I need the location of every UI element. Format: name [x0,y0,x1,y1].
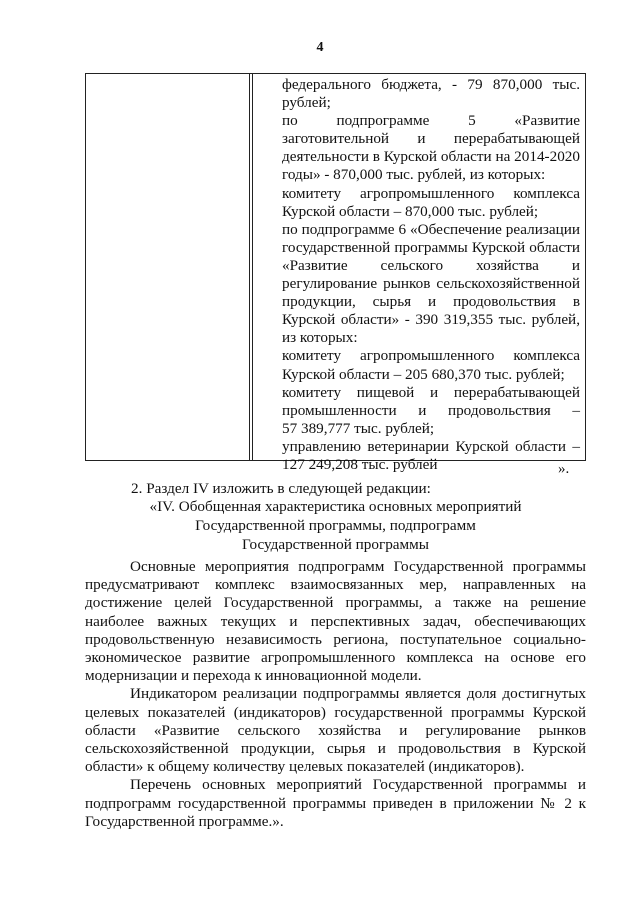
paragraph-line: Перечень основных мероприятий Государственной программы и [130,776,586,794]
table-line: государственной программы Курской области [282,238,580,256]
paragraph-line: предусматривают комплекс взаимосвязанных мер, направленных на [85,576,586,594]
paragraph-line: подпрограмм государственной программы приведен в приложении № 2 к [85,794,586,812]
table-line: рублей; [282,94,331,112]
table-line: промышленности и продовольствия – [282,401,580,419]
paragraph-line: наиболее важных текущих и перспективных задач, обеспечивающих [85,612,586,630]
item-2-text: 2. Раздел IV изложить в следующей редакции: [131,480,431,497]
paragraph-line: Индикатором реализации подпрограммы является доля достигнутых [130,685,586,703]
table-double-divider [249,74,250,460]
paragraph-line: модернизации и перехода к инновационной модели. [85,667,422,685]
paragraph-line: сельскохозяйственной продукции, сырья и продовольствия в Курской [85,740,586,758]
paragraph-line: экономическое развитие агропромышленного комплекса на основе его [85,649,586,667]
paragraph-3 [85,776,586,831]
table-line: 127 249,208 тыс. рублей [282,455,438,473]
table-line: из которых: [282,329,358,347]
table-line: комитету агропромышленного комплекса [282,347,580,365]
table-line: федерального бюджета, - 79 870,000 тыс. [282,76,580,93]
paragraph-line: целевых показателей (индикаторов) государственной программы Курской [85,703,586,721]
table-line: по подпрограмме 5 «Развитие [282,112,580,130]
table-line: годы» - 870,000 тыс. рублей, из которых: [282,166,546,184]
heading-line: Государственной программы, подпрограмм [195,517,476,534]
paragraph-line: области «Развитие сельского хозяйства и регулирование рынков [85,721,586,739]
section-heading [85,497,586,554]
paragraph-line: продовольственную независимость региона, поступательное социально- [85,630,586,648]
table-line: Курской области – 870,000 тыс. рублей; [282,202,539,220]
paragraph-line: достижение целей Государственной программы, а также на решение [85,594,586,612]
table-line: регулирование рынков сельскохозяйственной [282,275,580,293]
table-line: управлению ветеринарии Курской области – [282,437,580,455]
table-line: комитету пищевой и перерабатывающей [282,383,580,401]
heading-line: «IV. Обобщенная характеристика основных мероприятий [149,498,522,515]
table-line: «Развитие сельского хозяйства и [282,256,580,274]
table-line: комитету агропромышленного комплекса [282,184,580,202]
table-line: заготовительной и перерабатывающей [282,130,580,148]
paragraph-1 [85,558,586,685]
body-text [85,558,586,831]
closing-quote: ». [558,461,570,477]
paragraph-line: области» к общему количеству целевых показателей (индикаторов). [85,758,525,776]
table-right-cell [282,76,580,474]
table-line: Курской области – 205 680,370 тыс. рублей; [282,365,565,383]
table-line: по подпрограмме 6 «Обеспечение реализации [282,220,580,238]
page-number: 4 [316,40,324,55]
table-left-cell [86,74,253,460]
table-line: продукции, сырья и продовольствия в [282,293,580,311]
heading-line: Государственной программы [242,536,429,553]
funding-table [85,73,586,473]
paragraph-2 [85,685,586,776]
table-line: Курской области» - 390 319,355 тыс. рублей, [282,311,580,329]
table-line: деятельности в Курской области на 2014-2020 [282,148,580,166]
paragraph-line: Государственной программе.». [85,812,284,830]
paragraph-line: Основные мероприятия подпрограмм Государственной программы [130,558,586,575]
table-line: 57 389,777 тыс. рублей; [282,419,435,437]
